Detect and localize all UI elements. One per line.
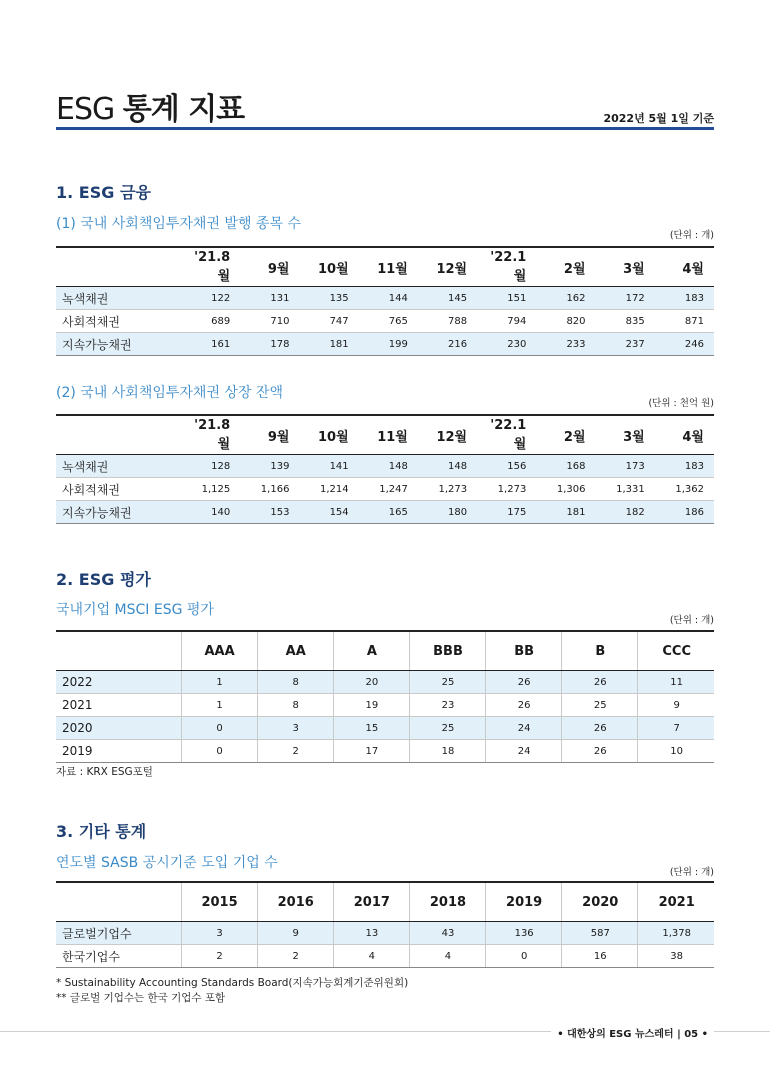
column-header: '22.1월 <box>477 247 536 287</box>
footnote-sasb: * Sustainability Accounting Standards Board(지속가능회계기준위원회) <box>56 977 409 989</box>
table-cell: 131 <box>240 287 299 310</box>
table-cell: 183 <box>655 455 714 478</box>
table-cell: 1,125 <box>181 478 240 501</box>
table-cell: 23 <box>409 694 485 717</box>
footer-page-label: • 대한상의 ESG 뉴스레터 | 05 • <box>551 1025 714 1040</box>
column-header: A <box>333 631 409 671</box>
table-cell: 136 <box>486 922 562 945</box>
column-header: 4월 <box>655 415 714 455</box>
table-cell: 3 <box>181 922 257 945</box>
page-title <box>56 84 244 128</box>
column-header: 2016 <box>257 882 333 922</box>
table-cell: 140 <box>181 501 240 524</box>
row-label: 2020 <box>56 717 181 740</box>
table-cell: 1,378 <box>638 922 714 945</box>
table-cell: 2 <box>257 740 333 763</box>
as-of-date: 2022년 5월 1일 기준 <box>603 112 714 125</box>
table-cell: 161 <box>181 333 240 356</box>
sasb-adoption-table <box>56 881 714 968</box>
table-cell: 765 <box>359 310 418 333</box>
table-cell: 835 <box>596 310 655 333</box>
table-cell: 1 <box>181 694 257 717</box>
table-cell: 43 <box>409 922 485 945</box>
table-cell: 1,166 <box>240 478 299 501</box>
table-cell: 128 <box>181 455 240 478</box>
table-cell: 173 <box>596 455 655 478</box>
table-cell: 4 <box>333 945 409 968</box>
row-label: 사회적채권 <box>56 478 181 501</box>
table-cell: 186 <box>655 501 714 524</box>
table-header-row <box>56 415 714 455</box>
page-title-main: 통계 지표 <box>122 92 245 127</box>
table-cell: 151 <box>477 287 536 310</box>
table-cell: 24 <box>486 740 562 763</box>
table-cell: 8 <box>257 694 333 717</box>
table-cell: 1,247 <box>359 478 418 501</box>
column-header: '22.1월 <box>477 415 536 455</box>
row-label: 2021 <box>56 694 181 717</box>
column-header: 2019 <box>486 882 562 922</box>
table-cell: 20 <box>333 671 409 694</box>
table-cell: 144 <box>359 287 418 310</box>
table-cell: 182 <box>596 501 655 524</box>
unit-label: (단위 : 개) <box>669 230 714 241</box>
table-cell: 156 <box>477 455 536 478</box>
table-cell: 183 <box>655 287 714 310</box>
table-cell: 9 <box>638 694 714 717</box>
column-header: 3월 <box>596 415 655 455</box>
bond-issue-count-table <box>56 246 714 356</box>
table-cell: 587 <box>562 922 638 945</box>
unit-label: (단위 : 개) <box>669 615 714 626</box>
row-label: 녹색채권 <box>56 287 181 310</box>
table-cell: 24 <box>486 717 562 740</box>
msci-rating-table <box>56 630 714 763</box>
table-cell: 26 <box>562 717 638 740</box>
table-cell: 162 <box>536 287 595 310</box>
table-cell: 135 <box>299 287 358 310</box>
table-cell: 1,306 <box>536 478 595 501</box>
table-cell: 15 <box>333 717 409 740</box>
column-header: 11월 <box>359 415 418 455</box>
section-esg-rating-title: 2. ESG 평가 <box>56 570 151 589</box>
table-row <box>56 333 714 356</box>
column-header: 2017 <box>333 882 409 922</box>
table-cell: 4 <box>409 945 485 968</box>
table-cell: 1,273 <box>418 478 477 501</box>
row-label: 사회적채권 <box>56 310 181 333</box>
table-cell: 13 <box>333 922 409 945</box>
subsection-bond-issue-count: (1) 국내 사회책임투자채권 발행 종목 수 <box>56 216 301 232</box>
column-header: 12월 <box>418 247 477 287</box>
row-label: 한국기업수 <box>56 945 181 968</box>
column-header: AA <box>257 631 333 671</box>
column-header: BB <box>486 631 562 671</box>
table-cell: 178 <box>240 333 299 356</box>
table-cell: 180 <box>418 501 477 524</box>
table-cell: 26 <box>486 671 562 694</box>
table-cell: 246 <box>655 333 714 356</box>
table-cell: 1,214 <box>299 478 358 501</box>
row-label: 글로벌기업수 <box>56 922 181 945</box>
page-title-esg: ESG <box>56 92 115 127</box>
bond-listed-balance-table <box>56 414 714 524</box>
table-cell: 18 <box>409 740 485 763</box>
table-cell: 216 <box>418 333 477 356</box>
table-cell: 8 <box>257 671 333 694</box>
subsection-sasb-adoption: 연도별 SASB 공시기준 도입 기업 수 <box>56 855 278 871</box>
table-cell: 0 <box>181 717 257 740</box>
table-cell: 233 <box>536 333 595 356</box>
row-label: 2022 <box>56 671 181 694</box>
table-cell: 0 <box>181 740 257 763</box>
table-cell: 11 <box>638 671 714 694</box>
table-row <box>56 945 714 968</box>
table-cell: 26 <box>562 740 638 763</box>
table-cell: 141 <box>299 455 358 478</box>
table-cell: 2 <box>181 945 257 968</box>
column-header: 2월 <box>536 247 595 287</box>
table-row <box>56 287 714 310</box>
table-row <box>56 478 714 501</box>
title-divider <box>56 127 714 130</box>
column-header: 3월 <box>596 247 655 287</box>
column-header: 10월 <box>299 247 358 287</box>
column-header: 9월 <box>240 415 299 455</box>
column-header: 12월 <box>418 415 477 455</box>
table-row <box>56 310 714 333</box>
table-cell: 1 <box>181 671 257 694</box>
table-cell: 181 <box>299 333 358 356</box>
table-row <box>56 455 714 478</box>
table-row <box>56 717 714 740</box>
column-header: 2018 <box>409 882 485 922</box>
section-esg-finance-title: 1. ESG 금융 <box>56 183 151 202</box>
subsection-msci-rating: 국내기업 MSCI ESG 평가 <box>56 602 214 618</box>
table-cell: 710 <box>240 310 299 333</box>
header-corner <box>56 882 181 922</box>
table-cell: 871 <box>655 310 714 333</box>
table-cell: 230 <box>477 333 536 356</box>
table-cell: 168 <box>536 455 595 478</box>
header-corner <box>56 631 181 671</box>
table-cell: 237 <box>596 333 655 356</box>
table-cell: 0 <box>486 945 562 968</box>
table-cell: 19 <box>333 694 409 717</box>
table-header-row <box>56 882 714 922</box>
table-cell: 145 <box>418 287 477 310</box>
column-header: 9월 <box>240 247 299 287</box>
column-header: 2월 <box>536 415 595 455</box>
table-row <box>56 694 714 717</box>
unit-label: (단위 : 천억 원) <box>648 398 714 409</box>
row-label: 2019 <box>56 740 181 763</box>
row-label: 지속가능채권 <box>56 501 181 524</box>
table-cell: 9 <box>257 922 333 945</box>
table-cell: 148 <box>359 455 418 478</box>
table-cell: 1,362 <box>655 478 714 501</box>
table-cell: 175 <box>477 501 536 524</box>
table-cell: 153 <box>240 501 299 524</box>
source-note: 자료 : KRX ESG포털 <box>56 766 153 778</box>
table-cell: 139 <box>240 455 299 478</box>
table-cell: 26 <box>486 694 562 717</box>
table-cell: 3 <box>257 717 333 740</box>
column-header: 2015 <box>181 882 257 922</box>
column-header: 11월 <box>359 247 418 287</box>
table-cell: 2 <box>257 945 333 968</box>
table-cell: 747 <box>299 310 358 333</box>
column-header: 4월 <box>655 247 714 287</box>
section-other-stats-title: 3. 기타 통계 <box>56 822 147 841</box>
table-cell: 788 <box>418 310 477 333</box>
header-corner <box>56 247 181 287</box>
column-header: CCC <box>638 631 714 671</box>
table-row <box>56 922 714 945</box>
table-cell: 165 <box>359 501 418 524</box>
table-cell: 154 <box>299 501 358 524</box>
table-cell: 38 <box>638 945 714 968</box>
column-header: 2020 <box>562 882 638 922</box>
column-header: 2021 <box>638 882 714 922</box>
table-cell: 25 <box>409 671 485 694</box>
table-cell: 689 <box>181 310 240 333</box>
column-header: AAA <box>181 631 257 671</box>
table-row <box>56 501 714 524</box>
table-cell: 25 <box>562 694 638 717</box>
table-cell: 10 <box>638 740 714 763</box>
table-header-row <box>56 631 714 671</box>
table-cell: 17 <box>333 740 409 763</box>
row-label: 지속가능채권 <box>56 333 181 356</box>
row-label: 녹색채권 <box>56 455 181 478</box>
unit-label: (단위 : 개) <box>669 867 714 878</box>
table-header-row <box>56 247 714 287</box>
table-cell: 25 <box>409 717 485 740</box>
column-header: B <box>562 631 638 671</box>
table-cell: 199 <box>359 333 418 356</box>
header-corner <box>56 415 181 455</box>
table-cell: 181 <box>536 501 595 524</box>
subsection-bond-listed-balance: (2) 국내 사회책임투자채권 상장 잔액 <box>56 385 283 401</box>
column-header: BBB <box>409 631 485 671</box>
footnote-global-count: ** 글로벌 기업수는 한국 기업수 포함 <box>56 992 226 1004</box>
column-header: 10월 <box>299 415 358 455</box>
table-cell: 122 <box>181 287 240 310</box>
table-cell: 1,273 <box>477 478 536 501</box>
table-cell: 16 <box>562 945 638 968</box>
table-cell: 7 <box>638 717 714 740</box>
table-cell: 794 <box>477 310 536 333</box>
table-cell: 1,331 <box>596 478 655 501</box>
table-cell: 26 <box>562 671 638 694</box>
table-cell: 820 <box>536 310 595 333</box>
table-cell: 148 <box>418 455 477 478</box>
table-row <box>56 671 714 694</box>
column-header: '21.8월 <box>181 247 240 287</box>
table-row <box>56 740 714 763</box>
column-header: '21.8월 <box>181 415 240 455</box>
table-cell: 172 <box>596 287 655 310</box>
